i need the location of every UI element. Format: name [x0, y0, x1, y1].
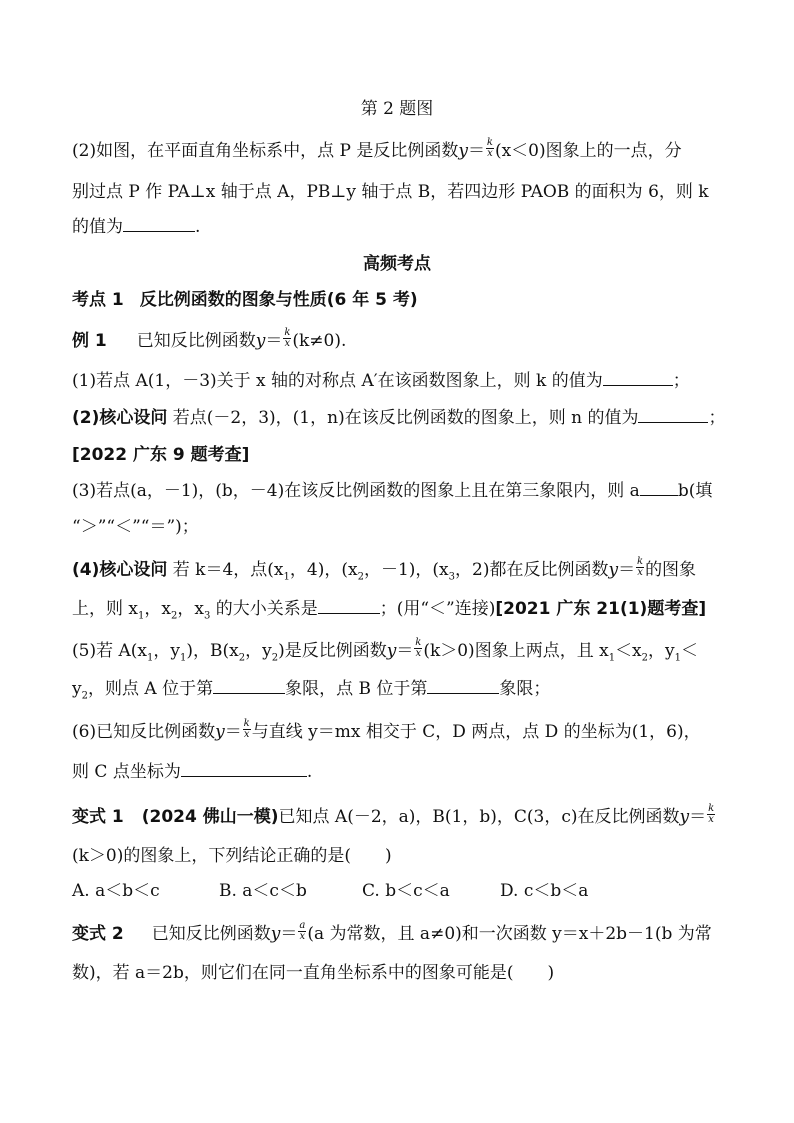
part-2 — [72, 407, 725, 429]
equals-sign: ＝ — [224, 722, 242, 742]
option-d[interactable]: D. c＜b＜a — [500, 881, 589, 901]
answer-blank[interactable] — [638, 408, 708, 423]
part-5-cont — [72, 678, 550, 707]
fraction-denominator: x — [637, 567, 643, 578]
part-4-text: ，－1)，(x — [363, 560, 449, 580]
fraction-k-over-x — [414, 638, 422, 660]
part-5-text: (k＞0)图象上两点，且 x — [423, 641, 609, 661]
period: . — [195, 217, 201, 237]
semicolon: ； — [672, 371, 690, 391]
subscript: 3 — [203, 610, 211, 622]
part-3 — [72, 480, 712, 502]
fraction-denominator: x — [299, 931, 306, 942]
fraction-numerator: k — [637, 556, 644, 567]
part-6-text: 与直线 y＝mx 相交于 C，D 两点，点 D 的坐标为(1，6)， — [251, 722, 701, 742]
fraction-numerator: k — [708, 803, 715, 814]
example-condition: (k≠0). — [292, 331, 347, 351]
part-4-text: ；(用“＜”连接) — [379, 599, 496, 619]
fraction-numerator: k — [486, 137, 493, 148]
part-4-text: ，4)，(x — [289, 560, 358, 580]
fraction-k-over-x — [636, 557, 644, 579]
part-1 — [72, 370, 690, 392]
part-4-text: ，x — [144, 599, 171, 619]
option-a[interactable]: A. a＜b＜c — [72, 881, 160, 901]
answer-blank[interactable] — [123, 217, 195, 232]
fraction-numerator: k — [284, 327, 291, 338]
function-y: y — [215, 722, 225, 742]
part-4-text: 的大小关系是 — [210, 599, 318, 619]
option-b[interactable]: B. a＜c＜b — [219, 881, 307, 901]
core-question-tag: (4)核心设问 — [72, 560, 168, 580]
function-y: y — [608, 560, 619, 580]
subscript: 2 — [238, 652, 246, 664]
example-text: 已知反比例函数 — [136, 331, 256, 351]
part-3-cont: “＞”“＜”“＝”)； — [72, 517, 199, 537]
subscript: 2 — [357, 571, 364, 583]
subscript: 1 — [674, 652, 682, 664]
question-2-line-2: 别过点 P 作 PA⊥x 轴于点 A，PB⊥y 轴于点 B，若四边形 PAOB 的面积为 6，则 k — [72, 182, 709, 202]
answer-blank[interactable] — [640, 481, 678, 496]
part-5-text: ，y — [648, 641, 675, 661]
subscript: 2 — [641, 652, 649, 664]
fraction-denominator: x — [708, 814, 714, 825]
subscript: 2 — [81, 690, 88, 702]
fraction-k-over-x — [707, 804, 715, 826]
part-5-text: 象限； — [499, 679, 551, 699]
fraction-numerator: a — [299, 920, 306, 931]
variant-1-cont: (k＞0)的图象上，下列结论正确的是( ) — [72, 846, 392, 866]
answer-blank[interactable] — [318, 599, 380, 614]
key-point-title: 反比例函数的图象与性质 — [139, 290, 327, 310]
part-5-text: (5)若 A(x — [72, 641, 147, 661]
fraction-denominator: x — [487, 148, 493, 159]
equals-sign: ＝ — [396, 641, 414, 661]
variant-text: 已知反比例函数 — [151, 924, 271, 944]
exam-reference: [2022 广东 9 题考查] — [72, 445, 250, 465]
fraction-k-over-x — [486, 138, 494, 160]
part-4-text: 上，则 x — [72, 599, 138, 619]
part-5-text: ，则点 A 位于第 — [87, 679, 214, 699]
part-5-text: ，y — [153, 641, 180, 661]
answer-blank[interactable] — [427, 679, 499, 694]
part-4-text: ，2)都在反比例函数 — [455, 560, 609, 580]
example-1 — [72, 328, 346, 352]
part-2-text: 若点(－2，3)，(1，n)在该反比例函数的图象上，则 n 的值为 — [167, 408, 639, 428]
subscript: 2 — [170, 610, 178, 622]
variant-1 — [72, 804, 716, 828]
equals-sign: ＝ — [689, 807, 707, 827]
option-c[interactable]: C. b＜c＜a — [362, 881, 450, 901]
part-5-text: )是反比例函数 — [278, 641, 387, 661]
part-5-text: )，B(x — [186, 641, 239, 661]
variant-1-options — [72, 880, 722, 902]
function-y: y — [679, 807, 690, 827]
question-2-text-end: 的值为 — [72, 217, 123, 237]
equals-sign: ＝ — [467, 141, 485, 161]
part-5-text: ＜x — [615, 641, 642, 661]
part-5 — [72, 638, 698, 669]
question-2-line-1 — [72, 138, 682, 162]
fraction-numerator: k — [415, 637, 422, 648]
part-4-text: ，x — [177, 599, 204, 619]
part-5-text: y — [72, 679, 82, 699]
variant-source: (2024 佛山一模) — [141, 807, 279, 827]
variant-text: 已知点 A(－2，a)，B(1，b)，C(3，c)在反比例函数 — [278, 807, 680, 827]
fraction-k-over-x — [283, 328, 291, 350]
part-5-text: ＜ — [681, 641, 699, 661]
fraction-k-over-x — [243, 719, 251, 741]
answer-blank[interactable] — [213, 679, 285, 694]
part-4-cont — [72, 598, 706, 627]
question-2-line-3 — [72, 216, 200, 238]
variant-text: (a 为常数，且 a≠0)和一次函数 y＝x＋2b－1(b 为常 — [307, 924, 712, 944]
subscript: 1 — [146, 652, 154, 664]
part-5-text: 象限，点 B 位于第 — [285, 679, 428, 699]
answer-blank[interactable] — [181, 762, 307, 777]
part-3-text-cont: b(填 — [677, 481, 713, 501]
variant-label: 变式 2 — [72, 924, 124, 944]
equals-sign: ＝ — [265, 331, 283, 351]
fraction-denominator: x — [243, 729, 250, 740]
question-2-text: (2)如图，在平面直角坐标系中，点 P 是反比例函数 — [72, 141, 459, 161]
key-point-note: (6 年 5 考) — [326, 290, 418, 310]
exam-reference: [2021 广东 21(1)题考查] — [495, 599, 707, 619]
part-1-text: (1)若点 A(1，－3)关于 x 轴的对称点 A′在该函数图象上，则 k 的值为 — [72, 371, 603, 391]
function-y: y — [386, 641, 397, 661]
core-question-tag: (2)核心设问 — [72, 408, 168, 428]
subscript: 2 — [271, 652, 279, 664]
part-6 — [72, 719, 701, 743]
part-4-text: 的图象 — [645, 560, 697, 580]
section-title: 高频考点 — [363, 254, 431, 274]
answer-blank[interactable] — [603, 371, 673, 386]
part-4-text: 若 k＝4，点(x — [167, 560, 284, 580]
subscript: 1 — [283, 571, 290, 583]
variant-label: 变式 1 — [72, 807, 124, 827]
function-y: y — [270, 924, 281, 944]
function-y: y — [458, 141, 468, 161]
subscript: 1 — [138, 610, 145, 622]
variant-2-cont: 数)，若 a＝2b，则它们在同一直角坐标系中的图象可能是( ) — [72, 963, 555, 983]
part-4 — [72, 557, 696, 588]
variant-2 — [72, 921, 712, 945]
key-point-1 — [72, 289, 418, 311]
fraction-denominator: x — [284, 338, 291, 349]
figure-caption: 第 2 题图 — [360, 99, 434, 119]
key-point-label: 考点 1 — [72, 290, 124, 310]
period: . — [306, 762, 313, 782]
part-3-text: (3)若点(a，－1)，(b，－4)在该反比例函数的图象上且在第三象限内，则 a — [72, 481, 640, 501]
part-5-text: ，y — [245, 641, 272, 661]
part-6-cont — [72, 761, 312, 783]
fraction-numerator: k — [243, 718, 250, 729]
fraction-a-over-x — [298, 921, 306, 943]
subscript: 1 — [179, 652, 187, 664]
subscript: 1 — [608, 652, 616, 664]
subscript: 3 — [448, 571, 455, 583]
equals-sign: ＝ — [618, 560, 636, 580]
fraction-denominator: x — [415, 648, 422, 659]
equals-sign: ＝ — [280, 924, 298, 944]
question-2-text-cont: (x＜0)图象上的一点，分 — [494, 141, 682, 161]
semicolon: ； — [708, 408, 726, 428]
example-label: 例 1 — [72, 331, 107, 351]
function-y: y — [255, 331, 266, 351]
part-6-text: 则 C 点坐标为 — [72, 762, 181, 782]
part-6-text: (6)已知反比例函数 — [72, 722, 216, 742]
